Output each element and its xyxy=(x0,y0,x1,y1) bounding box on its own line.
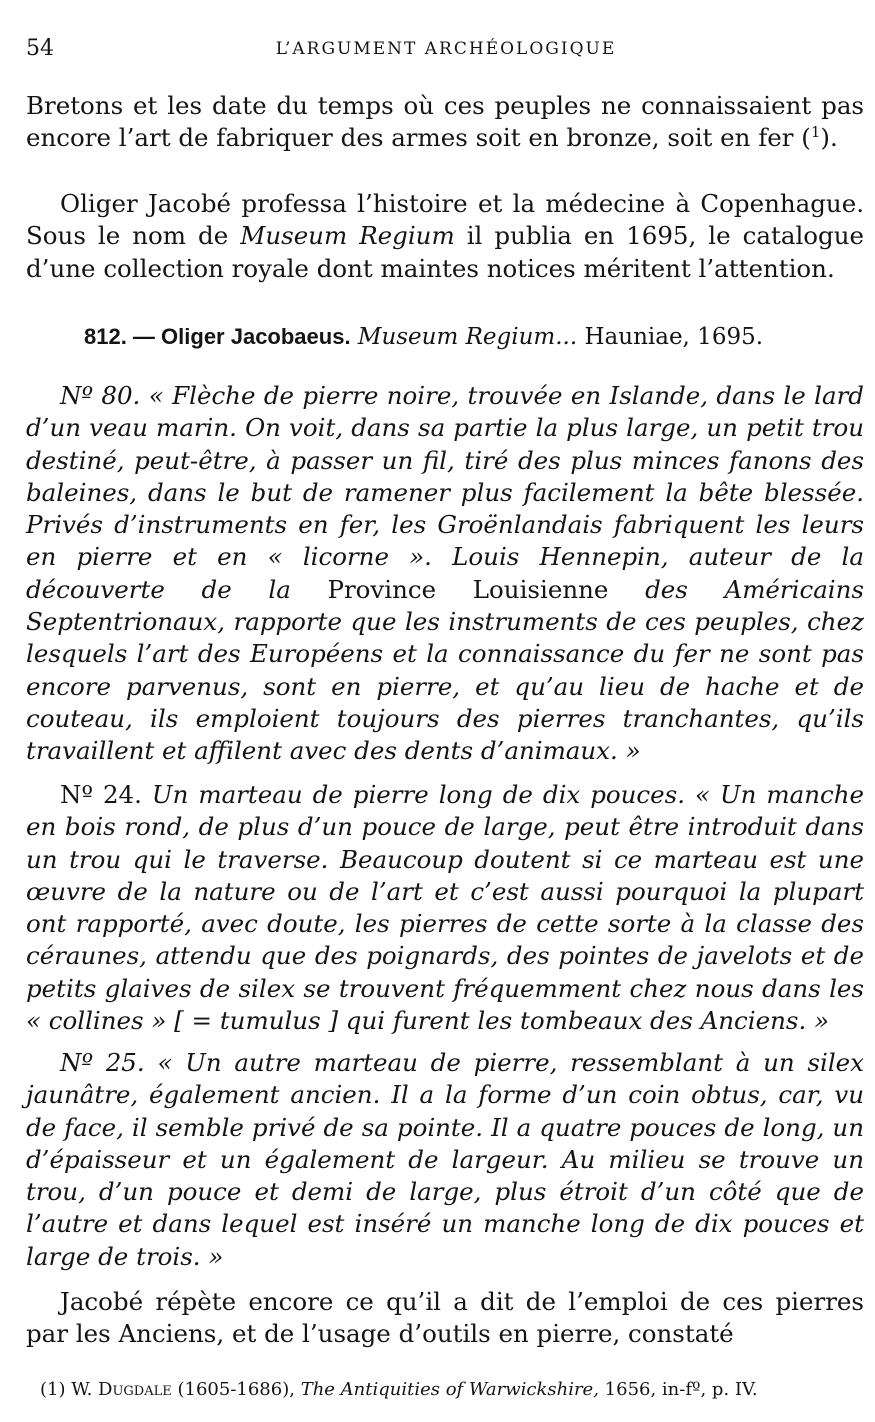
footnote: (1) W. Dugdale (1605-1686), The Antiquities of Warwickshire, 1656, in-fº, p. IV. xyxy=(40,1379,758,1400)
footnote-marker: (1) xyxy=(40,1379,66,1400)
entry-no-80: Nº 80. « Flèche de pierre noire, trouvée en Islande, dans le lard d’un veau marin. On voit, dans sa partie la plus large, un petit trou destiné, peut-être, à passer un fil, tiré des plus minces fanons des baleines, dans le but de ramener plus facilement la bête blessée. Privés d’instruments en fer, les Groënlandais fabriquent les leurs en pierre et en « licorne ». Louis Hennepin, auteur de la découverte de la Province Louisienne des Américains Septentrionaux, rapporte que les instruments de ces peuples, chez lesquels l’art des Européens et la connaissance du fer ne sont pas encore parvenus, sont en pierre, et qu’au lieu de hache et de couteau, ils emploient toujours des pierres tranchantes, qu’ils travaillent et affilent avec des dents d’animaux. » xyxy=(26,381,864,766)
paragraph-jacobe-intro: Oliger Jacobé professa l’histoire et la médecine à Copenhague. Sous le nom de Museum Regium il publia en 1695, le catalogue d’une collection royale dont maintes notices méritent l’attention. xyxy=(26,189,864,283)
entry-number: Nº 80. xyxy=(60,381,141,410)
page-header xyxy=(26,36,866,70)
running-title: L’ARGUMENT ARCHÉOLOGIQUE xyxy=(275,39,617,59)
paragraph-text: Bretons et les date du temps où ces peuples ne connaissaient pas encore l’art de fabriquer des armes soit en bronze, soit en fer ( xyxy=(26,91,864,153)
paragraph-text: Jacobé répète encore ce qu’il a dit de l’emploi de ces pierres par les Anciens, et de l’usage d’outils en pierre, constaté xyxy=(26,1287,864,1349)
footnote-author: W. Dugdale xyxy=(71,1379,172,1400)
entry-reference: 812. — Oliger Jacobaeus. xyxy=(84,324,351,349)
footnote-title: The Antiquities of Warwickshire, xyxy=(300,1379,599,1400)
paragraph-continuation: Bretons et les date du temps où ces peuples ne connaissaient pas encore l’art de fabriquer des armes soit en bronze, soit en fer ($^1$). xyxy=(26,91,864,153)
paragraph-closing xyxy=(26,1286,864,1351)
entry-number: Nº 24. xyxy=(60,780,142,809)
footnote-ref: 1 xyxy=(810,123,821,142)
entry-no-25: Nº 25. « Un autre marteau de pierre, ressemblant à un silex jaunâtre, également ancien. Il a la forme d’un coin obtus, car, vu de face, il semble privé de sa pointe. Il a quatre pouces de long, un d’épaisseur et un également de largeur. Au milieu se trouve un trou, d’un pouce et demi de large, plus étroit d’un côté que de l’autre et dans lequel est inséré un manche long de dix pouces et large de trois. » xyxy=(26,1048,864,1271)
entry-number: Nº 25. xyxy=(60,1048,145,1077)
entry-title: Museum Regium... xyxy=(357,324,578,350)
page-number: 54 xyxy=(26,36,54,61)
entry-place-date: Hauniae, 1695. xyxy=(584,324,764,350)
book-title: Museum Regium xyxy=(240,221,455,251)
entry-no-24: Nº 24. Un marteau de pierre long de dix pouces. « Un manche en bois rond, de plus d’un pouce de large, peut être introduit dans un trou qui le traverse. Beaucoup doutent si ce marteau est une œuvre de la nature ou de l’art et c’est aussi pourquoi la plupart ont rapporté, avec doute, les pierres de cette sorte à la classe des céraunes, attendu que des poignards, des pointes de javelots et de petits glaives de silex se trouvent fréquemment chez nous dans les « collines » [ = tumulus ] qui furent les tombeaux des Anciens. » xyxy=(26,780,865,1036)
entry-heading xyxy=(84,324,763,350)
